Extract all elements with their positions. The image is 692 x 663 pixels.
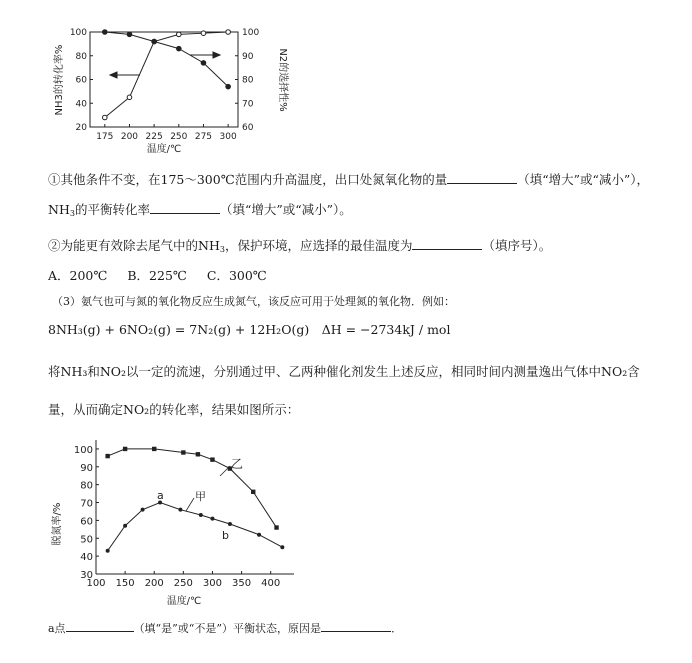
qa-text-a: a点 (48, 622, 66, 635)
chart2-x-tick-label: 150 (115, 578, 135, 589)
option-b: B．225℃ (127, 268, 187, 283)
chart2-x-tick-label: 100 (86, 578, 106, 589)
chart2-point-0-5 (210, 457, 214, 461)
chart1-y-left-label: NH3的转化率% (54, 44, 65, 116)
left-arrow (110, 72, 140, 78)
chart1-x-tick-label: 175 (96, 132, 114, 142)
chart1-left-tick-label: 20 (75, 123, 87, 133)
label-yi-leader (220, 466, 230, 476)
chart1-x-label: 温度/℃ (146, 144, 182, 154)
chart1-point-0-0 (103, 115, 108, 120)
chart2-point-1-1 (123, 524, 127, 528)
chart2-point-1-2 (141, 508, 145, 512)
nh3-text: NH (48, 202, 70, 217)
chart2-y-label: 脱氮率/% (52, 502, 63, 546)
chart1-axes (90, 32, 238, 127)
chart2-point-0-4 (196, 452, 200, 456)
qa-blank-1[interactable] (66, 620, 134, 632)
chart1-right-tick-label: 80 (242, 75, 254, 86)
chart2-x-tick-label: 250 (173, 578, 193, 589)
q1-blank-1[interactable] (447, 172, 517, 184)
chart2-point-0-3 (181, 450, 185, 454)
chart2-x-tick-label: 350 (232, 578, 252, 589)
chart1-right-ticks (235, 28, 259, 133)
chart2-axes (96, 440, 294, 574)
paragraph-1-text: 将NH₃和NO₂以一定的流速，分别通过甲、乙两种催化剂发生上述反应，相同时间内测量逸出气体中NO₂含 (48, 364, 640, 379)
chart1-right-tick-label: 90 (242, 51, 254, 62)
chart1-x-tick-label: 275 (194, 132, 213, 142)
chart2-y-ticks (74, 445, 99, 581)
q2-blank[interactable] (412, 238, 482, 250)
chart2-x-tick-label: 400 (261, 578, 281, 589)
qa-text-b: （填“是”或“不是”）平衡状态，原因是 (133, 622, 322, 635)
chart2-x-label: 温度/℃ (166, 596, 202, 607)
chart2-y-tick-label: 60 (80, 516, 93, 528)
chart1-x-tick-label: 200 (120, 132, 139, 142)
paragraph-line-2 (48, 402, 299, 418)
q2-text-b: ，保护环境，应选择的最佳温度为 (224, 238, 413, 253)
chart1-point-1-1 (127, 32, 132, 37)
chart1-left-tick-label: 40 (75, 99, 87, 110)
chart1-point-0-5 (226, 30, 231, 35)
chart2-y-tick-label: 50 (80, 534, 93, 546)
chart1-point-1-2 (152, 39, 157, 44)
q2-text-c: （填序号）。 (482, 238, 552, 253)
option-a: A．200℃ (48, 268, 108, 283)
chart1-right-tick-label: 60 (242, 123, 254, 133)
chart1-point-1-5 (226, 84, 231, 89)
chart1-point-1-0 (103, 30, 108, 35)
chart2-point-1-5 (199, 513, 203, 517)
chart1-left-tick-label: 100 (69, 28, 87, 38)
option-c: C．300℃ (206, 268, 267, 283)
label-jia: 甲 (195, 490, 206, 503)
q2-subscript: 3 (219, 245, 225, 254)
question-2-line (48, 238, 551, 254)
chart2-point-0-2 (152, 447, 156, 451)
label-yi: 乙 (231, 457, 244, 471)
chart2-point-0-7 (251, 490, 255, 494)
chart1-y-right-label: N2的选择性% (277, 48, 288, 112)
chart2-x-tick-label: 300 (202, 578, 223, 589)
chart1-point-0-3 (177, 32, 182, 37)
label-b: b (222, 529, 229, 542)
label-a: a (157, 489, 164, 502)
chart2-y-tick-label: 100 (73, 444, 93, 456)
q1-text-a: ①其他条件不变，在175～300℃范围内升高温度，出口处氮氧化物的量 (48, 172, 448, 187)
question-1-line-2 (48, 202, 352, 218)
paragraph-line-1 (48, 364, 640, 380)
chart1-point-0-4 (201, 31, 206, 36)
chart2-y-tick-label: 70 (80, 498, 93, 510)
chart1-series-line-1 (105, 32, 228, 87)
q1-blank-2[interactable] (150, 202, 220, 214)
chart2-y-tick-label: 30 (80, 570, 93, 581)
label-jia-leader (186, 498, 194, 511)
chart2-y-tick-label: 90 (80, 462, 93, 474)
chart1-left-tick-label: 60 (75, 75, 87, 86)
chart1-point-1-4 (201, 61, 206, 66)
chart2-y-tick-label: 80 (80, 480, 93, 492)
chart2-point-1-6 (210, 517, 214, 521)
equation-line (48, 322, 450, 338)
chart2-y-tick-label: 40 (80, 552, 93, 564)
qa-text-c: ． (391, 622, 403, 635)
denitrification-chart (44, 432, 314, 610)
chart2-series-line-1 (108, 503, 283, 551)
chart1-left-tick-label: 80 (75, 51, 87, 62)
reaction-equation: 8NH₃(g) + 6NO₂(g) = 7N₂(g) + 12H₂O(g) ΔH = −2734kJ / mol (48, 322, 451, 337)
question-a-line (48, 620, 402, 637)
q2-text-a: ②为能更有效除去尾气中的NH (48, 238, 220, 253)
chart1-point-1-3 (177, 46, 182, 51)
chart1-x-tick-label: 250 (170, 132, 188, 142)
q1-text-c: 的平衡转化率 (74, 202, 150, 217)
options-line (48, 268, 267, 284)
chart2-point-1-7 (228, 522, 232, 526)
nh3-conversion-chart (40, 22, 300, 154)
chart2-point-0-8 (274, 525, 278, 529)
chart2-point-1-9 (280, 545, 284, 549)
right-arrow (190, 52, 220, 58)
chart1-right-tick-label: 70 (242, 99, 254, 110)
chart2-point-1-8 (257, 533, 261, 537)
q1-text-d: （填“增大”或“减小”）。 (219, 202, 352, 217)
paragraph-2-text: 量，从而确定NO₂的转化率，结果如图所示： (48, 402, 300, 417)
chart1-x-tick-label: 225 (145, 132, 163, 142)
chart2-point-0-0 (105, 454, 109, 458)
chart2-series-line-0 (108, 449, 277, 528)
chart2-point-1-4 (178, 508, 182, 512)
q1-text-b: （填“增大”或“减小”）， (517, 172, 650, 187)
nh3-subscript: 3 (69, 209, 75, 218)
chart1-right-tick-label: 100 (242, 28, 260, 38)
chart2-point-0-1 (123, 447, 127, 451)
chart2-point-1-0 (106, 549, 110, 553)
chart1-point-0-1 (127, 95, 132, 100)
chart1-x-tick-label: 300 (219, 132, 237, 142)
q3-intro-text: （3）氨气也可与氮的氧化物反应生成氮气，该反应可用于处理氮的氧化物．例如： (52, 295, 455, 308)
qa-blank-2[interactable] (321, 620, 391, 632)
question-1-line-1 (48, 172, 649, 188)
chart2-x-tick-label: 200 (144, 578, 164, 589)
question-3-intro (52, 294, 455, 310)
